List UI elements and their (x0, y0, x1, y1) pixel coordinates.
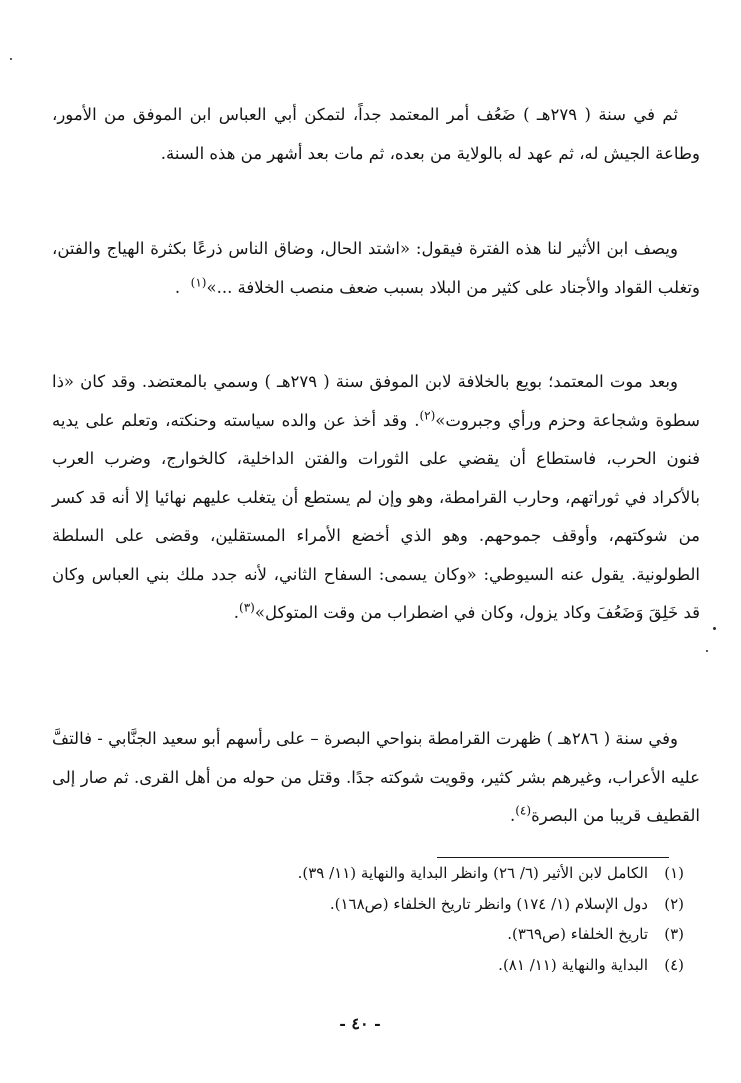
paragraph-3-end: . (233, 603, 240, 622)
footnote-4 (180, 950, 684, 981)
paragraph-1 (52, 96, 700, 173)
footnote-1-number: (١) (664, 864, 684, 882)
footnote-mark-3: (٣) (239, 600, 255, 615)
paragraph-4-tail: . (509, 806, 516, 825)
paragraph-1-text: ثم في سنة ( ٢٧٩هـ ) ضَعُف أمر المعتمد جداً، لتمكن أبي العباس ابن الموفق من الأمور، وطاعة الجيش له، ثم عهد له بالولاية من بعده، ثم مات بعد أشهر من هذه السنة. (52, 105, 700, 163)
page-number: - ٤٠ - (339, 1014, 381, 1033)
footnote-mark-1: (١) (190, 275, 207, 289)
scan-speck (706, 650, 708, 652)
footnote-1 (180, 858, 684, 889)
footnote-4-text: البداية والنهاية (١١/ ٨١). (498, 955, 648, 974)
paragraph-3-text: وبعد موت المعتمد؛ بويع بالخلافة لابن الموفق سنة ( ٢٧٩هـ ) وسمي بالمعتضد. وقد كان «ذا سطوة وشجاعة وحزم ورأي وجبروت» (52, 372, 700, 430)
footnote-4-number: (٤) (664, 955, 684, 974)
footnotes (180, 858, 684, 980)
scan-speck (713, 627, 716, 630)
footnote-3-number: (٣) (664, 925, 684, 943)
footnote-mark-4: (٤) (515, 803, 532, 818)
paragraph-3-tail: . وقد أخذ عن والده سياسته وحنكته، وتعلم على يديه فنون الحرب، فاستطاع أن يقضي على الثورات والفتن الداخلية، كالخوارج، وضرب العرب بالأكراد في ثوراتهم، وحارب القرامطة، وهو وإن لم يستطع أن يتغلب عليهم نهائيا إلا أنه قد كسر من شوكتهم، وأوقف جموحهم. وهو الذي أخضع الأمراء المستقلين، وقضى على السلطة الطولونية. يقول عنه السيوطي: «وكان يسمى: السفاح الثاني، لأنه جدد ملك بني العباس وكان قد خَلِقَ وَضَعُفَ وكاد يزول، وكان في اضطراب من وقت المتوكل» (52, 410, 700, 622)
footnote-2 (180, 889, 684, 920)
paragraph-2 (52, 230, 700, 307)
paragraph-2-text: ويصف ابن الأثير لنا هذه الفترة فيقول: «اشتد الحال، وضاق الناس ذرعًا بكثرة الهياج والفتن، وتغلب القواد والأجناد على كثير من البلاد بسبب ضعف منصب الخلافة ...» (52, 239, 700, 297)
paragraph-4-text: وفي سنة ( ٢٨٦هـ ) ظهرت القرامطة بنواحي البصرة – على رأسهم أبو سعيد الجنَّابي - فالتفَّ عليه الأعراب، وغيرهم بشر كثير، وقويت شوكته جدًا. وقتل من حوله من أهل القرى. ثم صار إلى القطيف قريبا من البصرة (52, 729, 700, 825)
paragraph-2-tail: . (174, 277, 181, 297)
footnote-2-number: (٢) (664, 894, 684, 913)
footnote-mark-2: (٢) (419, 408, 436, 422)
paragraph-3 (52, 363, 700, 633)
paragraph-4 (52, 720, 700, 836)
footnote-3 (180, 919, 684, 950)
footnote-2-text: دول الإسلام (١/ ١٧٤) وانظر تاريخ الخلفاء (ص١٦٨). (329, 894, 648, 913)
scan-speck (10, 58, 12, 60)
footnote-3-text: تاريخ الخلفاء (ص٣٦٩). (507, 925, 648, 943)
footnote-1-text: الكامل لابن الأثير (٦/ ٢٦) وانظر البداية والنهاية (١١/ ٣٩). (297, 864, 648, 882)
